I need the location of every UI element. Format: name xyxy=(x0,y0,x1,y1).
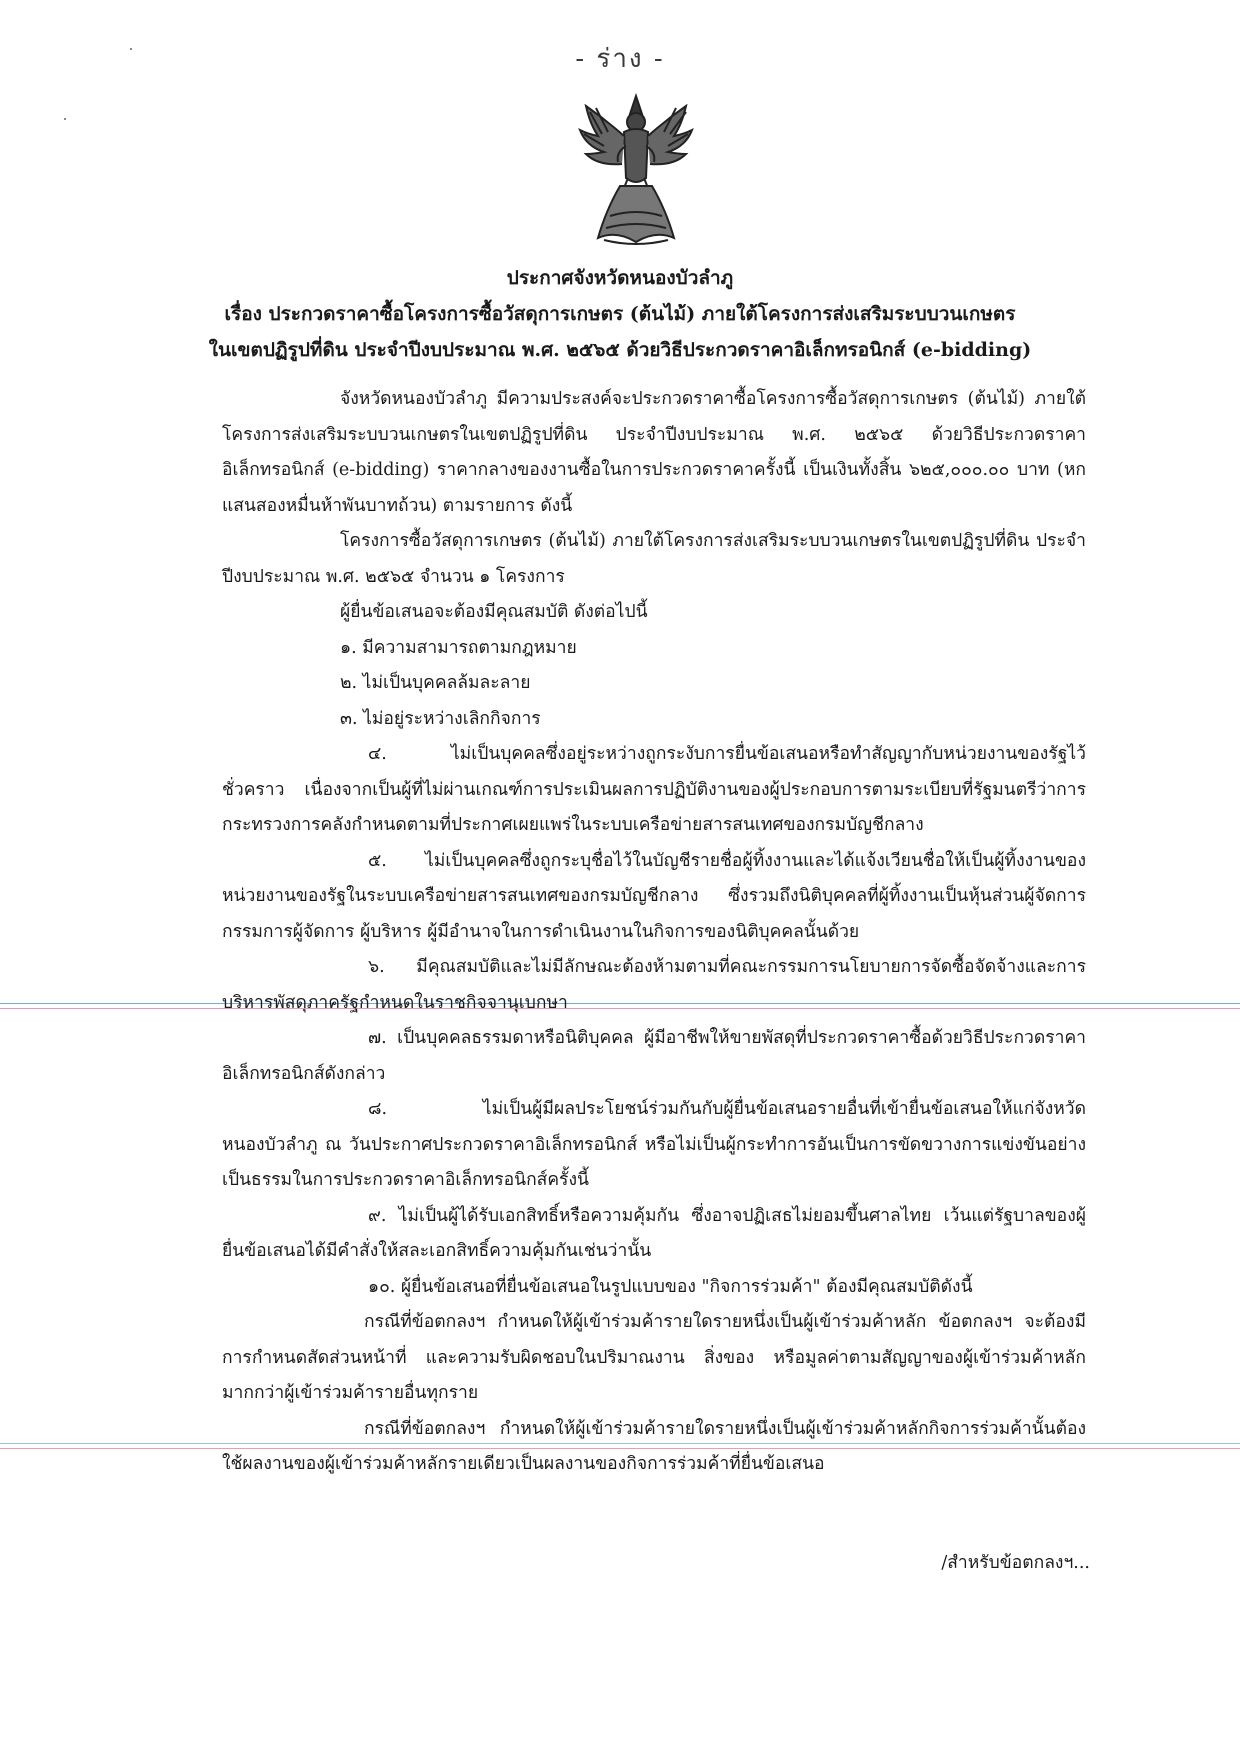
draft-mark: - ร่าง - xyxy=(575,44,665,74)
qualification-item: ๕. ไม่เป็นบุคคลซึ่งถูกระบุชื่อไว้ในบัญชีรายชื่อผู้ทิ้งงานและได้แจ้งเวียนชื่อให้เป็นผู้ทิ้งงานของหน่วยงานของรัฐในระบบเครือข่ายสารสนเทศของกรมบัญชีกลาง ซึ่งรวมถึงนิติบุคคลที่ผู้ทิ้งงานเป็นหุ้นส่วนผู้จัดการ กรรมการผู้จัดการ ผู้บริหาร ผู้มีอำนาจในการดำเนินงานในกิจการของนิติบุคคลนั้นด้วย xyxy=(222,850,1086,942)
title-line-3: ในเขตปฏิรูปที่ดิน ประจำปีงบประมาณ พ.ศ. ๒๕๖๕ ด้วยวิธีประกวดราคาอิเล็กทรอนิกส์ (e-bidding) xyxy=(208,339,1032,361)
garuda-emblem-icon xyxy=(576,90,696,250)
title-line-1: ประกาศจังหวัดหนองบัวลำภู xyxy=(506,267,734,289)
scan-speck xyxy=(64,118,66,120)
qualification-item: ๗. เป็นบุคคลธรรมดาหรือนิติบุคคล ผู้มีอาชีพให้ขายพัสดุที่ประกวดราคาซื้อด้วยวิธีประกวดราคาอิเล็กทรอนิกส์ดังกล่าว xyxy=(222,1028,1086,1084)
title-line-2: เรื่อง ประกวดราคาซื้อโครงการซื้อวัสดุการเกษตร (ต้นไม้) ภายใต้โครงการส่งเสริมระบบวนเกษตร xyxy=(224,303,1016,325)
qualification-item: ๙. ไม่เป็นผู้ได้รับเอกสิทธิ์หรือความคุ้มกัน ซึ่งอาจปฏิเสธไม่ยอมขึ้นศาลไทย เว้นแต่รัฐบาลของผู้ยื่นข้อเสนอได้มีคำสั่งให้สละเอกสิทธิ์ความคุ้มกันเช่นว่านั้น xyxy=(222,1205,1086,1261)
qualification-item: ๑. มีความสามารถตามกฎหมาย xyxy=(340,637,577,658)
announcement-body xyxy=(222,382,1086,1483)
qualification-item: ๘. ไม่เป็นผู้มีผลประโยชน์ร่วมกันกับผู้ยื่นข้อเสนอรายอื่นที่เข้ายื่นข้อเสนอให้แก่จังหวัดหนองบัวลำภู ณ วันประกาศประกวดราคาอิเล็กทรอนิกส์ หรือไม่เป็นผู้กระทำการอันเป็นการขัดขวางการแข่งขันอย่างเป็นธรรมในการประกวดราคาอิเล็กทรอนิกส์ครั้งนี้ xyxy=(222,1099,1086,1190)
qualification-item: ๖. มีคุณสมบัติและไม่มีลักษณะต้องห้ามตามที่คณะกรรมการนโยบายการจัดซื้อจัดจ้างและการบริหารพัสดุภาครัฐกำหนดในราชกิจจานุเบกษา xyxy=(222,957,1086,1013)
intro-paragraph: จังหวัดหนองบัวลำภู มีความประสงค์จะประกวดราคาซื้อโครงการซื้อวัสดุการเกษตร (ต้นไม้) ภายใต้โครงการส่งเสริมระบบวนเกษตรในเขตปฏิรูปที่ดิน ประจำปีงบประมาณ พ.ศ. ๒๕๖๕ ด้วยวิธีประกวดราคาอิเล็กทรอนิกส์ (e-bidding) ราคากลางของงานซื้อในการประกวดราคาครั้งนี้ เป็นเงินทั้งสิ้น ๖๒๕,๐๐๐.๐๐ บาท (หกแสนสองหมื่นห้าพันบาทถ้วน) ตามรายการ ดังนี้ xyxy=(222,389,1086,516)
continuation-note: /สำหรับข้อตกลงฯ... xyxy=(941,1553,1090,1573)
project-paragraph: โครงการซื้อวัสดุการเกษตร (ต้นไม้) ภายใต้โครงการส่งเสริมระบบวนเกษตรในเขตปฏิรูปที่ดิน ประจำปีงบประมาณ พ.ศ. ๒๕๖๕ จำนวน ๑ โครงการ xyxy=(222,531,1086,587)
qualifications-heading: ผู้ยื่นข้อเสนอจะต้องมีคุณสมบัติ ดังต่อไปนี้ xyxy=(340,602,648,622)
announcement-title xyxy=(140,260,1100,368)
qualification-item: ๑๐. ผู้ยื่นข้อเสนอที่ยื่นข้อเสนอในรูปแบบของ "กิจการร่วมค้า" ต้องมีคุณสมบัติดังนี้ xyxy=(368,1276,973,1297)
qualification-item: ๔. ไม่เป็นบุคคลซึ่งอยู่ระหว่างถูกระงับการยื่นข้อเสนอหรือทำสัญญากับหน่วยงานของรัฐไว้ชั่วคราว เนื่องจากเป็นผู้ที่ไม่ผ่านเกณฑ์การประเมินผลการปฏิบัติงานของผู้ประกอบการตามระเบียบที่รัฐมนตรีว่าการกระทรวงการคลังกำหนดตามที่ประกาศเผยแพร่ในระบบเครือข่ายสารสนเทศของกรมบัญชีกลาง xyxy=(222,744,1086,835)
joint-venture-paragraph: กรณีที่ข้อตกลงฯ กำหนดให้ผู้เข้าร่วมค้ารายใดรายหนึ่งเป็นผู้เข้าร่วมค้าหลักกิจการร่วมค้านั้นต้องใช้ผลงานของผู้เข้าร่วมค้าหลักรายเดียวเป็นผลงานของกิจการร่วมค้าที่ยื่นข้อเสนอ xyxy=(222,1418,1086,1474)
joint-venture-paragraph: กรณีที่ข้อตกลงฯ กำหนดให้ผู้เข้าร่วมค้ารายใดรายหนึ่งเป็นผู้เข้าร่วมค้าหลัก ข้อตกลงฯ จะต้องมีการกำหนดสัดส่วนหน้าที่ และความรับผิดชอบในปริมาณงาน สิ่งของ หรือมูลค่าตามสัญญาของผู้เข้าร่วมค้าหลักมากกว่าผู้เข้าร่วมค้ารายอื่นทุกราย xyxy=(222,1312,1086,1403)
qualification-item: ๓. ไม่อยู่ระหว่างเลิกกิจการ xyxy=(340,708,541,729)
qualification-item: ๒. ไม่เป็นบุคคลล้มละลาย xyxy=(340,673,531,693)
